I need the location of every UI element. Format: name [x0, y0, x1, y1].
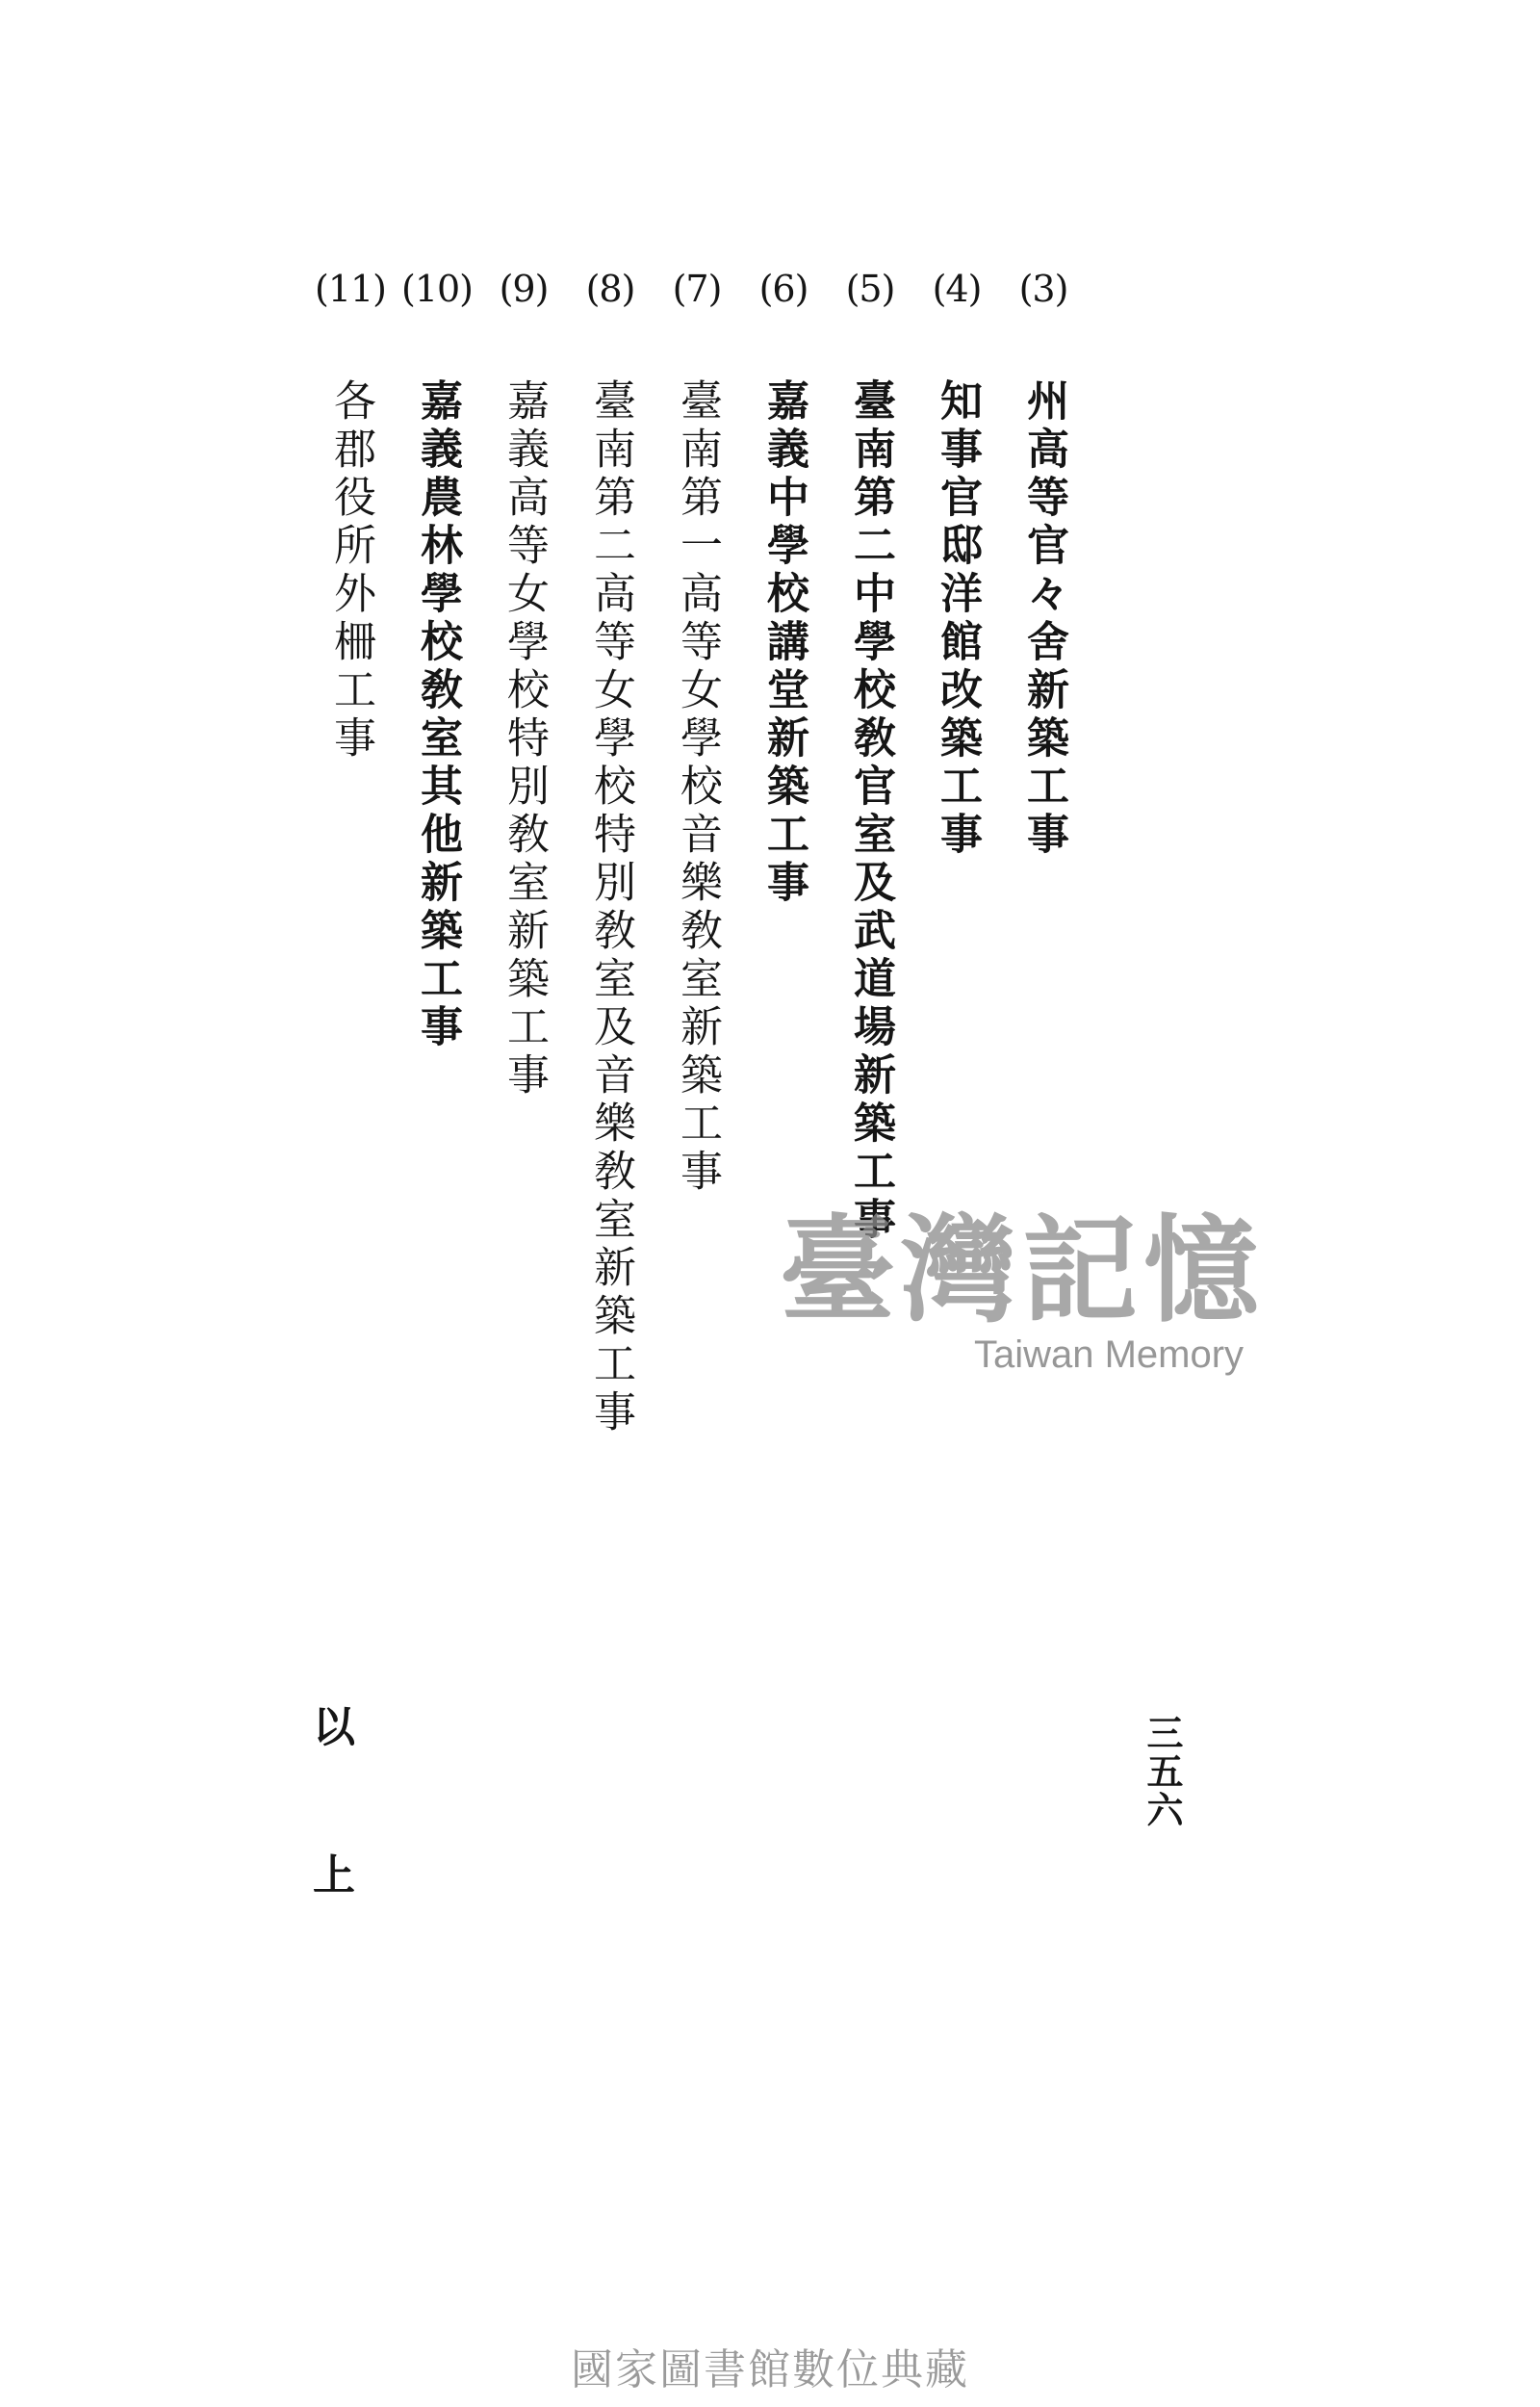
item-text: 嘉義農林學校敎室其他新築工事 — [413, 378, 462, 1052]
item-number: (10) — [401, 268, 474, 310]
item-text: 臺南第二中學校敎官室及武道場新築工事 — [846, 378, 895, 1245]
item-number: (11) — [315, 268, 387, 310]
list-item — [839, 265, 901, 1245]
list-item — [753, 265, 814, 908]
item-number: (7) — [672, 268, 722, 310]
item-number: (8) — [585, 268, 635, 310]
watermark-chinese: 臺灣記憶 — [780, 1203, 1265, 1338]
item-text: 嘉義高等女學校特別敎室新築工事 — [500, 378, 549, 1100]
list-item — [493, 265, 554, 1100]
item-text: 臺南第二高等女學校特別敎室及音樂敎室新築工事 — [586, 378, 635, 1437]
item-text: 嘉義中學校講堂新築工事 — [759, 378, 808, 908]
item-text: 知事官邸洋館改築工事 — [933, 378, 982, 860]
item-text: 臺南第一高等女學校音樂敎室新築工事 — [673, 378, 722, 1197]
list-item — [926, 265, 988, 860]
list-item — [1013, 265, 1074, 860]
item-number: (9) — [499, 268, 549, 310]
footer-text: 國家圖書館數位典藏 — [571, 2345, 969, 2394]
list-item — [579, 265, 641, 1437]
list-item — [401, 265, 474, 1052]
watermark — [762, 1203, 1282, 1376]
list-item — [315, 265, 387, 764]
item-number: (5) — [845, 268, 895, 310]
list-item — [666, 265, 728, 1197]
item-text: 各郡役所外柵工事 — [326, 378, 375, 764]
end-mark: 以上 — [305, 1704, 354, 2001]
item-text: 州高等官々舍新築工事 — [1019, 378, 1068, 860]
watermark-english: Taiwan Memory — [973, 1333, 1245, 1376]
page-number: 三五六 — [1141, 1714, 1184, 1829]
item-number: (4) — [932, 268, 982, 310]
item-number: (3) — [1018, 268, 1068, 310]
item-number: (6) — [758, 268, 808, 310]
